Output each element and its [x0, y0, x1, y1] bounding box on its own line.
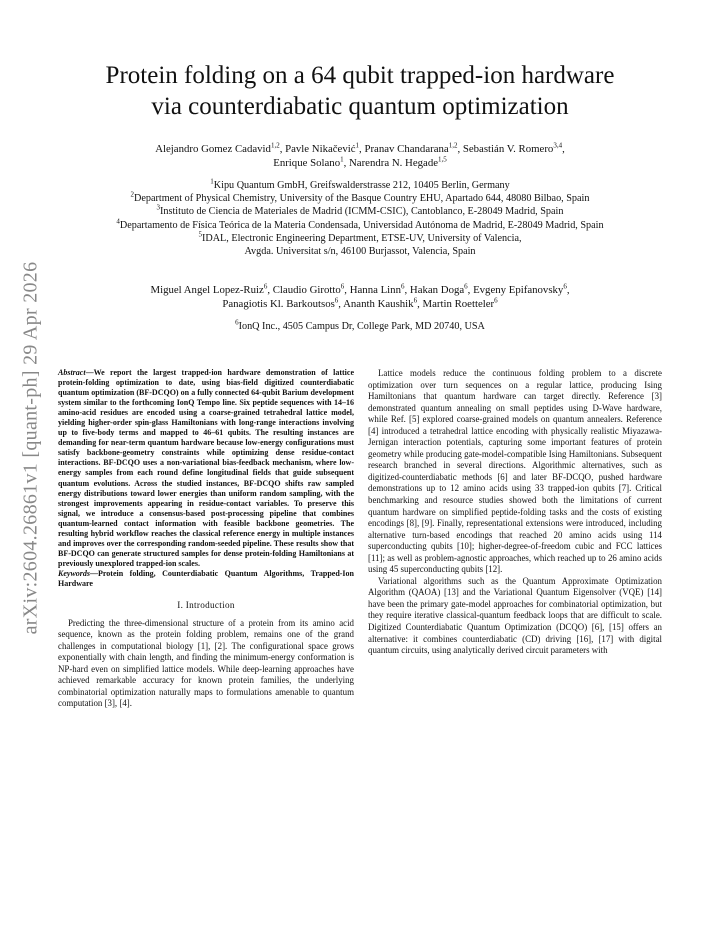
keywords-text: —Protein folding, Counterdiabatic Quantum Algorithms, Trapped-Ion Hardware — [58, 568, 354, 588]
author-affiliation-marker: 6 — [494, 296, 498, 305]
affiliation-marker: 4 — [116, 217, 120, 226]
author-separator: , — [359, 143, 365, 155]
arxiv-id-label: arXiv:2604.26861v1 [quant-ph] 29 Apr 2026 — [19, 261, 42, 635]
paper-title — [50, 60, 670, 122]
author-name: Alejandro Gomez Cadavid — [155, 143, 271, 155]
affiliation-text: Department of Physical Chemistry, University of the Basque Country EHU, Apartado 644, 48080 Bilbao, Spain — [134, 193, 590, 205]
intro-paragraph-1: Predicting the three-dimensional structure of a protein from its amino acid sequence, known as the protein folding problem, remains one of the grand challenges in computational biology [1], [2]. The configurational space grows exponentially with chain length, and finding the minimum-energy conformation is NP-hard even on simplified lattice models. While deep-learning approaches have achieved remarkable accuracy for known protein families, the underlying combinatorial optimization naturally maps to formulations amenable to quantum computation [3], [4]. — [58, 617, 354, 709]
author-separator: , — [566, 284, 570, 296]
author-affiliation-marker: 1,5 — [438, 155, 447, 164]
author-separator: , — [344, 284, 350, 296]
affiliation-line — [60, 245, 660, 258]
author-name: Pranav Chandarana — [364, 143, 449, 155]
affiliation-line — [60, 219, 660, 232]
author-affiliation-marker: 6 — [400, 282, 405, 291]
author-separator: , — [343, 157, 349, 169]
author-affiliation-marker: 6 — [340, 282, 345, 291]
affiliation-text: IDAL, Electronic Engineering Department, ETSE-UV, University of Valencia, — [201, 232, 522, 244]
keywords-label: Keywords — [58, 568, 90, 578]
affiliation-block-2 — [60, 320, 660, 333]
author-name: Claudio Girotto — [272, 284, 341, 296]
author-affiliation-marker: 6 — [334, 296, 339, 305]
author-affiliation-marker: 6 — [464, 282, 468, 291]
author-name: Sebastián V. Romero — [462, 143, 554, 155]
author-block-2 — [60, 283, 660, 311]
affiliation-marker: 1 — [210, 177, 214, 186]
intro-paragraph-2: Lattice models reduce the continuous folding problem to a discrete optimization over turn sequences on a regular lattice, producing Ising Hamiltonians that quantum hardware can target directly. Reference [3] demonstrated quantum annealing on small peptides using D-Wave hardware, while Ref. [5] explored coarse-grained models on quantum annealers. Reference [4] introduced a tetrahedral lattice encoding with physically realistic Miyazawa-Jernigan interaction potentials, capturing some important features of protein geometry while producing gate-model-compatible Ising Hamiltonians. Subsequent research branched in several directions. Algorithmic alternatives, such as digitized-counterdiabatic methods [6] and later BF-DCQO, pushed hardware demonstrations up to 12 amino acids using 33 trapped-ion qubits [7]. Critical benchmarking and resource studies showed both the limitations of current quantum hardware on simplified peptide-folding tasks and the costs of existing encodings [8], [9]. Finally, representational extensions were introduced, including alternative turn-based encodings that reached 20 amino acids using 114 superconducting qubits [10]; higher-degree-of-freedom cubic and FCC lattices [11]; as well as problem-agnostic approaches, which reached up to 26 amino acids using 45 superconducting qubits [12]. — [368, 368, 662, 575]
author-name: Hanna Linn — [349, 284, 401, 296]
author-separator: , — [467, 284, 474, 296]
affiliation-text: IonQ Inc., 4505 Campus Dr, College Park, MD 20740, USA — [238, 321, 485, 332]
author-separator: , — [404, 284, 410, 296]
author-affiliation-marker: 3,4 — [553, 141, 563, 150]
abstract-label: Abstract — [58, 368, 86, 377]
author-name: Panagiotis Kl. Barkoutsos — [222, 298, 335, 310]
affiliation-line — [60, 320, 660, 333]
left-column — [58, 368, 354, 710]
author-affiliation-marker: 6 — [563, 282, 567, 291]
affiliation-line — [60, 179, 660, 192]
author-name: Pavle Nikačević — [285, 143, 356, 155]
affiliation-text: Avgda. Universitat s/n, 46100 Burjassot, Valencia, Spain — [244, 246, 476, 258]
abstract-text: —We report the largest trapped-ion hardware demonstration of lattice protein-folding optimization to date, using bias-field digitized counterdiabatic quantum optimization (BF-DCQO) on a fully connected 64-qubit Barium development system similar to the forthcoming IonQ Tempo line. Six peptide sequences with 14–16 amino-acid residues are encoded using a coarse-grained tetrahedral lattice model, yielding higher-order spin-glass Hamiltonians with long-range interactions involving up to five-body terms and mapped to 46–61 qubits. The resulting instances are demanding for near-term quantum hardware because low-energy configurations must satisfy backbone-geometry constraints while optimizing dense residue-contact interactions. BF-DCQO uses a non-variational bias-feedback mechanism, where low-energy samples from each round define longitudinal fields that guide subsequent quantum evolutions. Across the studied instances, BF-DCQO shifts raw sampled energy distributions toward lower energies than uniform random sampling, with the strongest improvements appearing in residue-contact variables. To preserve this signal, we introduce a consensus-based post-processing pipeline that combines quantum-learned contact information with feasible backbone geometries. The resulting hybrid workflow reaches the classical reference energy in multiple instances and improves over the corresponding random-seeded pipeline. These results show that BF-DCQO can generate structured samples for dense protein-folding Hamiltonians at previously unexplored trapped-ion scales. — [58, 368, 354, 568]
abstract — [58, 368, 354, 569]
author-separator: , — [457, 143, 463, 155]
author-line-3 — [60, 283, 660, 297]
author-name: Miguel Angel Lopez-Ruiz — [150, 284, 264, 296]
affiliation-text: Departamento de Física Teórica de la Materia Condensada, Universidad Autónoma de Madrid, E-28049 Madrid, Spain — [119, 219, 604, 231]
author-line-4 — [60, 297, 660, 311]
author-separator: , — [279, 143, 286, 155]
right-column — [368, 368, 662, 657]
author-affiliation-marker: 6 — [263, 282, 268, 291]
title-line-1: Protein folding on a 64 qubit trapped-ion hardware — [105, 62, 615, 89]
affiliation-line — [60, 192, 660, 205]
author-affiliation-marker: 1 — [355, 141, 360, 150]
affiliation-line — [60, 232, 660, 245]
author-name: Narendra N. Hegade — [349, 157, 439, 169]
author-affiliation-marker: 1,2 — [448, 141, 458, 150]
affiliation-line — [60, 205, 660, 218]
author-separator: , — [417, 298, 423, 310]
author-separator: , — [562, 143, 565, 155]
section-heading-introduction: I. Introduction — [177, 600, 235, 611]
author-affiliation-marker: 1,2 — [270, 141, 280, 150]
author-name: Evgeny Epifanovsky — [473, 284, 564, 296]
author-name: Enrique Solano — [273, 157, 341, 169]
author-name: Hakan Doga — [409, 284, 465, 296]
author-affiliation-marker: 6 — [413, 296, 418, 305]
author-line-1 — [60, 142, 660, 156]
affiliation-text: Instituto de Ciencia de Materiales de Madrid (ICMM-CSIC), Cantoblanco, E-28049 Madrid, Spain — [160, 206, 564, 218]
keywords — [58, 569, 354, 589]
affiliation-marker: 6 — [235, 318, 239, 327]
author-name: Martin Roetteler — [422, 298, 495, 310]
author-separator: , — [267, 284, 273, 296]
affiliation-block-1 — [60, 179, 660, 258]
affiliation-marker: 2 — [130, 190, 135, 199]
arxiv-sidebar-stamp — [13, 238, 49, 658]
intro-paragraph-3: Variational algorithms such as the Quantum Approximate Optimization Algorithm (QAOA) [13] and the Variational Quantum Eigensolver (VQE) [14] have been the primary gate-model approaches for combinatorial optimization, but they require iterative classical-quantum feedback loops that are difficult to scale. Digitized Counterdiabatic Quantum Optimization (DCQO) [6], [15] offers an alternative: it combines counterdiabatic (CD) driving [16], [17] with digital quantum circuits, using analytically derived circuit parameters with — [368, 575, 662, 656]
affiliation-marker: 3 — [156, 204, 161, 213]
author-name: Ananth Kaushik — [343, 298, 414, 310]
title-line-2: via counterdiabatic quantum optimization — [151, 93, 569, 120]
affiliation-marker: 5 — [198, 230, 202, 239]
author-affiliation-marker: 1 — [340, 155, 344, 164]
author-line-2 — [60, 156, 660, 170]
affiliation-text: Kipu Quantum GmbH, Greifswalderstrasse 212, 10405 Berlin, Germany — [213, 180, 510, 191]
author-separator: , — [338, 298, 344, 310]
author-block-1 — [60, 142, 660, 170]
